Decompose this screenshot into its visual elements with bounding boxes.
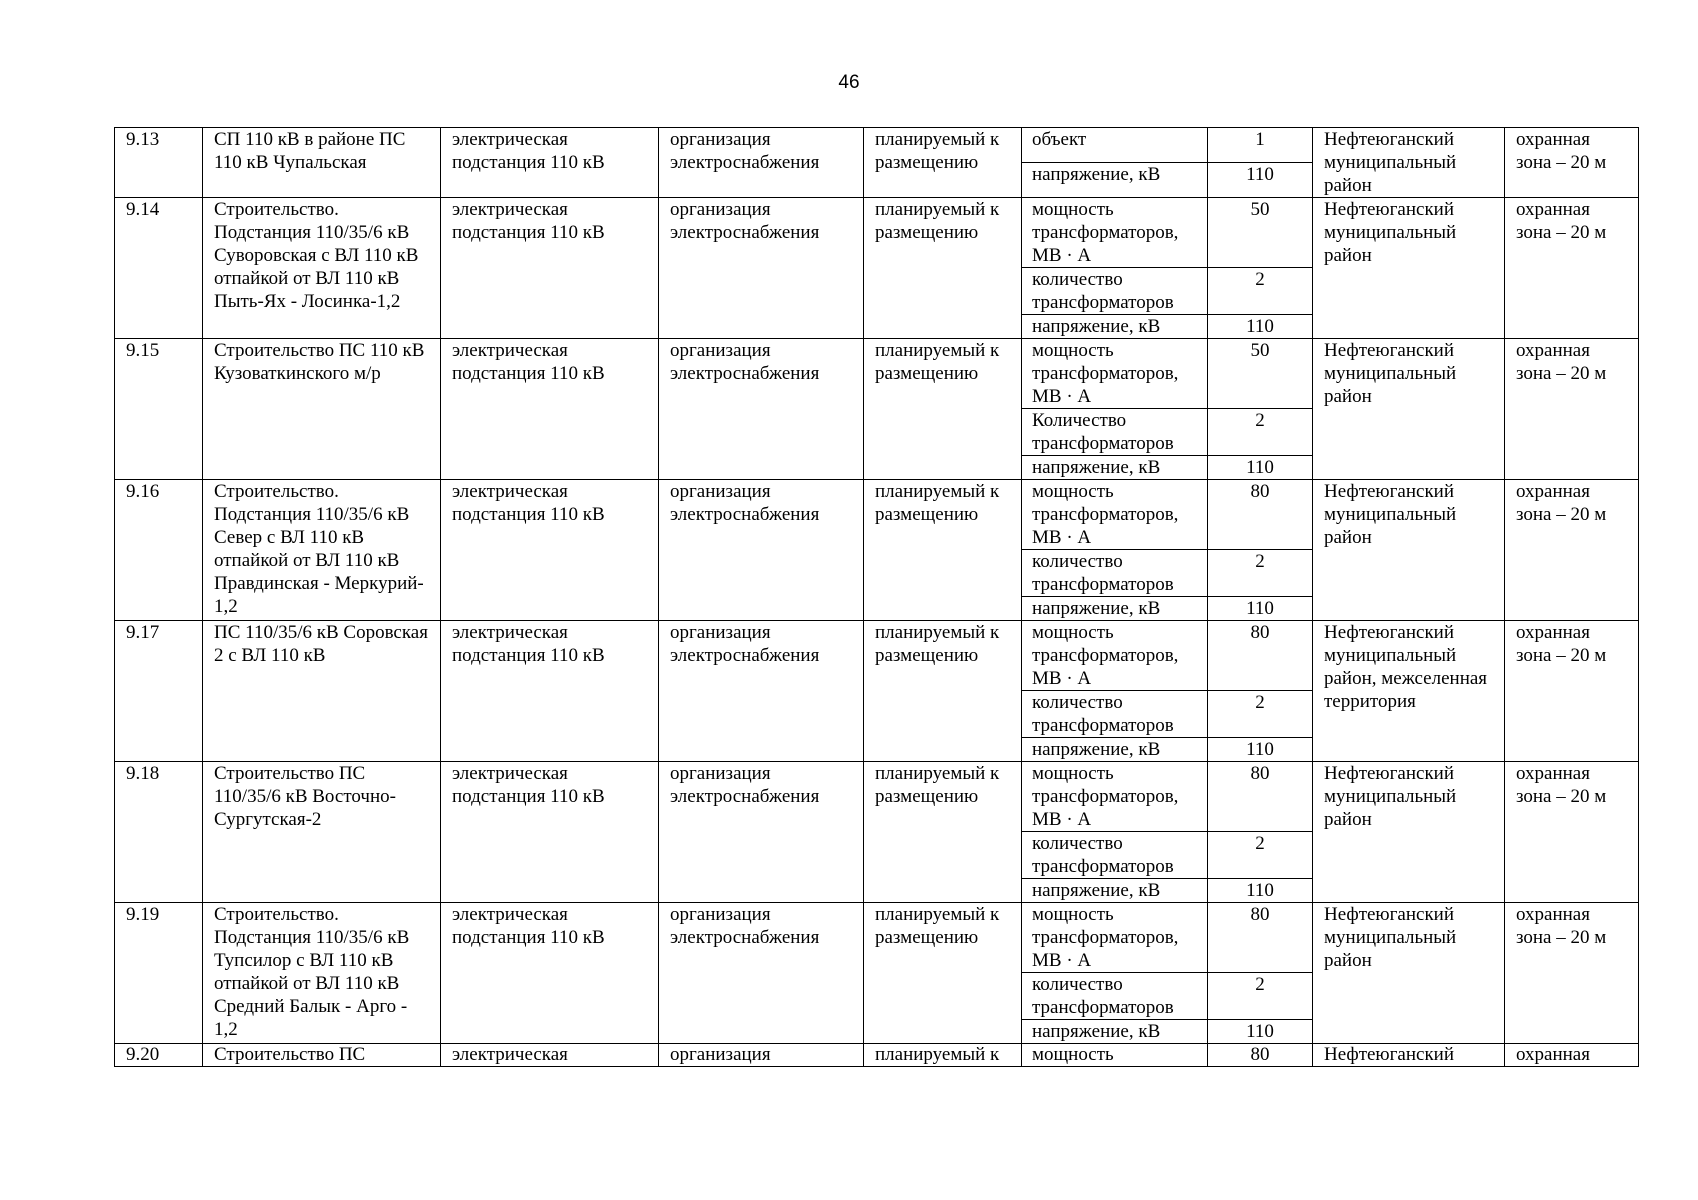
location: Нефтеюганский [1313,1044,1505,1067]
parameter-value: 2 [1208,691,1313,738]
parameter-label: количество трансформаторов [1022,268,1208,315]
parameter-value: 80 [1208,1044,1313,1067]
object-name: Строительство ПС [203,1044,441,1067]
location: Нефтеюганский муниципальный район [1313,480,1505,621]
parameter-label: объект [1022,128,1208,163]
infrastructure-table [114,127,1639,1067]
parameter-value: 110 [1208,456,1313,480]
object-purpose: организация электроснабжения [659,762,864,903]
object-type: электрическая подстанция 110 кВ [441,480,659,621]
object-status: планируемый к размещению [864,198,1022,339]
table-row [115,128,1639,163]
parameter-label: мощность трансформаторов, МВ · А [1022,480,1208,550]
object-type: электрическая подстанция 110 кВ [441,621,659,762]
object-purpose: организация электроснабжения [659,480,864,621]
table-row [115,480,1639,550]
parameter-value: 110 [1208,879,1313,903]
parameter-value: 50 [1208,339,1313,409]
parameter-value: 2 [1208,973,1313,1020]
object-purpose: организация электроснабжения [659,621,864,762]
object-purpose: организация электроснабжения [659,198,864,339]
location: Нефтеюганский муниципальный район, межселенная территория [1313,621,1505,762]
row-number: 9.19 [115,903,203,1044]
table-body [115,128,1639,1067]
protection-zone: охранная зона – 20 м [1505,480,1639,621]
object-purpose: организация электроснабжения [659,903,864,1044]
parameter-label: количество трансформаторов [1022,691,1208,738]
object-name: Строительство. Подстанция 110/35/6 кВ Север с ВЛ 110 кВ отпайкой от ВЛ 110 кВ Правдинская - Меркурий- 1,2 [203,480,441,621]
object-type: электрическая подстанция 110 кВ [441,762,659,903]
parameter-value: 2 [1208,832,1313,879]
table-row-partial [115,1044,1639,1067]
object-name: Строительство ПС 110/35/6 кВ Восточно-Сургутская-2 [203,762,441,903]
object-type: электрическая подстанция 110 кВ [441,903,659,1044]
object-status: планируемый к размещению [864,480,1022,621]
protection-zone: охранная зона – 20 м [1505,339,1639,480]
object-purpose: организация [659,1044,864,1067]
object-name: ПС 110/35/6 кВ Соровская 2 с ВЛ 110 кВ [203,621,441,762]
parameter-label: напряжение, кВ [1022,456,1208,480]
parameter-label: мощность трансформаторов, МВ · А [1022,339,1208,409]
parameter-value: 80 [1208,480,1313,550]
parameter-label: мощность трансформаторов, МВ · А [1022,198,1208,268]
parameter-label: напряжение, кВ [1022,597,1208,621]
object-type: электрическая подстанция 110 кВ [441,198,659,339]
parameter-value: 80 [1208,903,1313,973]
parameter-value: 110 [1208,597,1313,621]
parameter-label: количество трансформаторов [1022,832,1208,879]
row-number: 9.20 [115,1044,203,1067]
parameter-label: напряжение, кВ [1022,315,1208,339]
parameter-value: 80 [1208,621,1313,691]
protection-zone: охранная зона – 20 м [1505,128,1639,198]
object-status: планируемый к размещению [864,128,1022,198]
object-type: электрическая [441,1044,659,1067]
parameter-value: 2 [1208,268,1313,315]
location: Нефтеюганский муниципальный район [1313,762,1505,903]
protection-zone: охранная зона – 20 м [1505,903,1639,1044]
parameter-label: напряжение, кВ [1022,738,1208,762]
page-number: 46 [838,72,860,93]
protection-zone: охранная [1505,1044,1639,1067]
parameter-label: мощность трансформаторов, МВ · А [1022,903,1208,973]
object-name: Строительство. Подстанция 110/35/6 кВ Суворовская с ВЛ 110 кВ отпайкой от ВЛ 110 кВ Пыть-Ях - Лосинка-1,2 [203,198,441,339]
object-status: планируемый к размещению [864,339,1022,480]
parameter-value: 110 [1208,738,1313,762]
protection-zone: охранная зона – 20 м [1505,762,1639,903]
parameter-label: мощность трансформаторов, МВ · А [1022,621,1208,691]
protection-zone: охранная зона – 20 м [1505,621,1639,762]
row-number: 9.14 [115,198,203,339]
parameter-value: 110 [1208,315,1313,339]
row-number: 9.16 [115,480,203,621]
parameter-value: 110 [1208,163,1313,198]
object-type: электрическая подстанция 110 кВ [441,128,659,198]
object-status: планируемый к размещению [864,621,1022,762]
parameter-value: 2 [1208,550,1313,597]
object-purpose: организация электроснабжения [659,339,864,480]
parameter-label: мощность трансформаторов, МВ · А [1022,762,1208,832]
object-name: СП 110 кВ в районе ПС 110 кВ Чупальская [203,128,441,198]
object-name: Строительство. Подстанция 110/35/6 кВ Тупсилор с ВЛ 110 кВ отпайкой от ВЛ 110 кВ Средний Балык - Арго - 1,2 [203,903,441,1044]
parameter-value: 50 [1208,198,1313,268]
object-status: планируемый к размещению [864,762,1022,903]
protection-zone: охранная зона – 20 м [1505,198,1639,339]
location: Нефтеюганский муниципальный район [1313,198,1505,339]
location: Нефтеюганский муниципальный район [1313,128,1505,198]
row-number: 9.17 [115,621,203,762]
parameter-label: количество трансформаторов [1022,973,1208,1020]
object-name: Строительство ПС 110 кВ Кузоваткинского м/р [203,339,441,480]
table-row [115,621,1639,691]
parameter-label: мощность [1022,1044,1208,1067]
table-row [115,903,1639,973]
location: Нефтеюганский муниципальный район [1313,339,1505,480]
parameter-label: напряжение, кВ [1022,879,1208,903]
location: Нефтеюганский муниципальный район [1313,903,1505,1044]
object-status: планируемый к [864,1044,1022,1067]
row-number: 9.15 [115,339,203,480]
parameter-label: напряжение, кВ [1022,163,1208,198]
parameter-label: количество трансформаторов [1022,550,1208,597]
object-type: электрическая подстанция 110 кВ [441,339,659,480]
parameter-label: Количество трансформаторов [1022,409,1208,456]
table-row [115,762,1639,832]
table-row [115,339,1639,409]
table-row [115,198,1639,268]
row-number: 9.18 [115,762,203,903]
parameter-value: 110 [1208,1020,1313,1044]
object-status: планируемый к размещению [864,903,1022,1044]
parameter-label: напряжение, кВ [1022,1020,1208,1044]
parameter-value: 80 [1208,762,1313,832]
parameter-value: 1 [1208,128,1313,163]
parameter-value: 2 [1208,409,1313,456]
object-purpose: организация электроснабжения [659,128,864,198]
row-number: 9.13 [115,128,203,198]
